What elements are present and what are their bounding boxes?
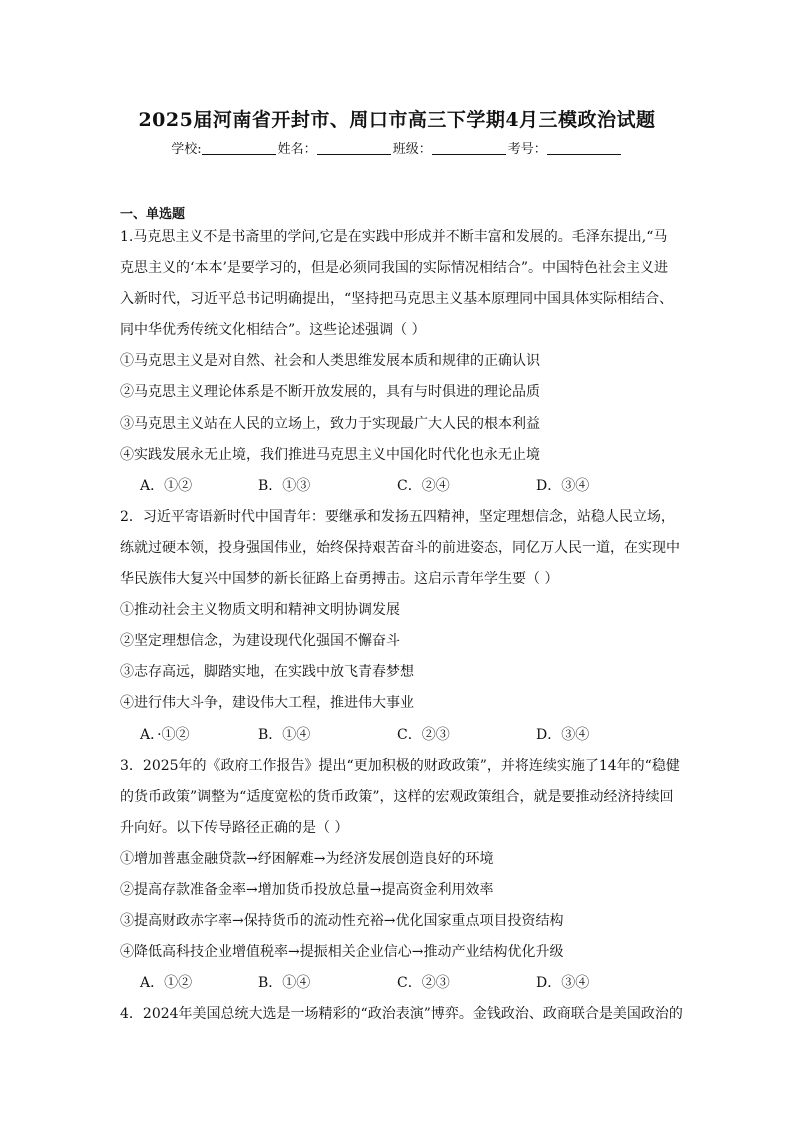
question-item: ④进行伟大斗争，建设伟大工程，推进伟大事业 bbox=[120, 695, 414, 712]
section-heading: 一、单选题 bbox=[120, 207, 186, 222]
answer-option[interactable]: A．①② bbox=[140, 975, 193, 992]
answer-option[interactable]: B．①④ bbox=[258, 975, 311, 992]
question-3 bbox=[120, 751, 680, 1000]
exam-no-label: 考号： bbox=[507, 142, 547, 157]
question-item: ②坚定理想信念，为建设现代化强国不懈奋斗 bbox=[120, 633, 400, 650]
question-item: ②提高存款准备金率→增加货币投放总量→提高资金利用效率 bbox=[120, 881, 494, 898]
question-2 bbox=[120, 502, 680, 751]
question-stem-line: 克思主义的‘本本’是要学习的，但是必须同我国的实际情况相结合”。中国特色社会主义进 bbox=[120, 260, 669, 277]
question-item: ③马克思主义站在人民的立场上，致力于实现最广大人民的根本利益 bbox=[120, 415, 540, 432]
question-stem-line: 入新时代，习近平总书记明确提出，“坚持把马克思主义基本原理同中国具体实际相结合、 bbox=[120, 291, 674, 308]
answer-options bbox=[120, 471, 680, 502]
question-1 bbox=[120, 222, 680, 502]
name-blank[interactable] bbox=[317, 142, 391, 155]
school-blank[interactable] bbox=[202, 142, 276, 155]
question-stem-line: 2．习近平寄语新时代中国青年：要继承和发扬五四精神，坚定理想信念，站稳人民立场， bbox=[120, 508, 675, 525]
question-list bbox=[120, 222, 683, 1030]
question-item: ①马克思主义是对自然、社会和人类思维发展本质和规律的正确认识 bbox=[120, 353, 540, 370]
question-item: ②马克思主义理论体系是不断开放发展的，具有与时俱进的理论品质 bbox=[120, 384, 540, 401]
question-item: ④降低高科技企业增值税率→提振相关企业信心→推动产业结构优化升级 bbox=[120, 944, 564, 961]
page-title: 2025届河南省开封市、周口市高三下学期4月三模政治试题 bbox=[138, 109, 656, 131]
question-4 bbox=[120, 999, 683, 1030]
question-stem-line: 3．2025年的《政府工作报告》提出“更加积极的财政政策”，并将连续实施了14年的“稳健 bbox=[120, 757, 680, 774]
question-item: ③志存高远，脚踏实地，在实践中放飞青春梦想 bbox=[120, 664, 414, 681]
answer-option[interactable]: C．②③ bbox=[397, 975, 450, 992]
answer-option[interactable]: D．③④ bbox=[536, 975, 590, 992]
question-stem-line: 4．2024年美国总统大选是一场精彩的“政治表演”博弈。金钱政治、政商联合是美国政治的 bbox=[120, 1006, 683, 1023]
school-label: 学校: bbox=[171, 142, 202, 157]
answer-option[interactable]: A．①② bbox=[140, 477, 193, 494]
answer-option[interactable]: D．③④ bbox=[536, 726, 590, 743]
answer-option[interactable]: C．②④ bbox=[397, 477, 450, 494]
answer-options bbox=[120, 968, 680, 999]
answer-options bbox=[120, 720, 680, 751]
answer-option[interactable]: A．·①② bbox=[140, 726, 190, 743]
exam-no-blank[interactable] bbox=[547, 142, 621, 155]
question-stem-line: 练就过硬本领，投身强国伟业，始终保持艰苦奋斗的前进姿态，同亿万人民一道，在实现中 bbox=[120, 539, 680, 556]
class-blank[interactable] bbox=[432, 142, 506, 155]
answer-option[interactable]: B．①④ bbox=[258, 726, 311, 743]
question-stem-line: 升向好。以下传导路径正确的是（ ） bbox=[120, 819, 349, 836]
question-item: ①增加普惠金融贷款→纾困解难→为经济发展创造良好的环境 bbox=[120, 850, 494, 867]
question-item: ①推动社会主义物质文明和精神文明协调发展 bbox=[120, 602, 400, 619]
answer-option[interactable]: D．③④ bbox=[536, 477, 590, 494]
name-label: 姓名： bbox=[277, 142, 317, 157]
question-stem-line: 华民族伟大复兴中国梦的新长征路上奋勇搏击。这启示青年学生要（ ） bbox=[120, 571, 559, 588]
answer-option[interactable]: C．②③ bbox=[397, 726, 450, 743]
question-stem-line: 的货币政策”调整为“适度宽松的货币政策”，这样的宏观政策组合，就是要推动经济持续回 bbox=[120, 788, 674, 805]
question-item: ③提高财政赤字率→保持货币的流动性充裕→优化国家重点项目投资结构 bbox=[120, 913, 564, 930]
question-stem-line: 1.马克思主义不是书斋里的学问,它是在实践中形成并不断丰富和发展的。毛泽东提出,“马 bbox=[120, 229, 668, 245]
answer-option[interactable]: B．①③ bbox=[258, 477, 311, 494]
class-label: 班级： bbox=[392, 142, 432, 157]
question-stem-line: 同中华优秀传统文化相结合”。这些论述强调（ ） bbox=[120, 322, 426, 339]
question-item: ④实践发展永无止境，我们推进马克思主义中国化时代化也永无止境 bbox=[120, 446, 540, 463]
student-info-row bbox=[0, 138, 794, 157]
